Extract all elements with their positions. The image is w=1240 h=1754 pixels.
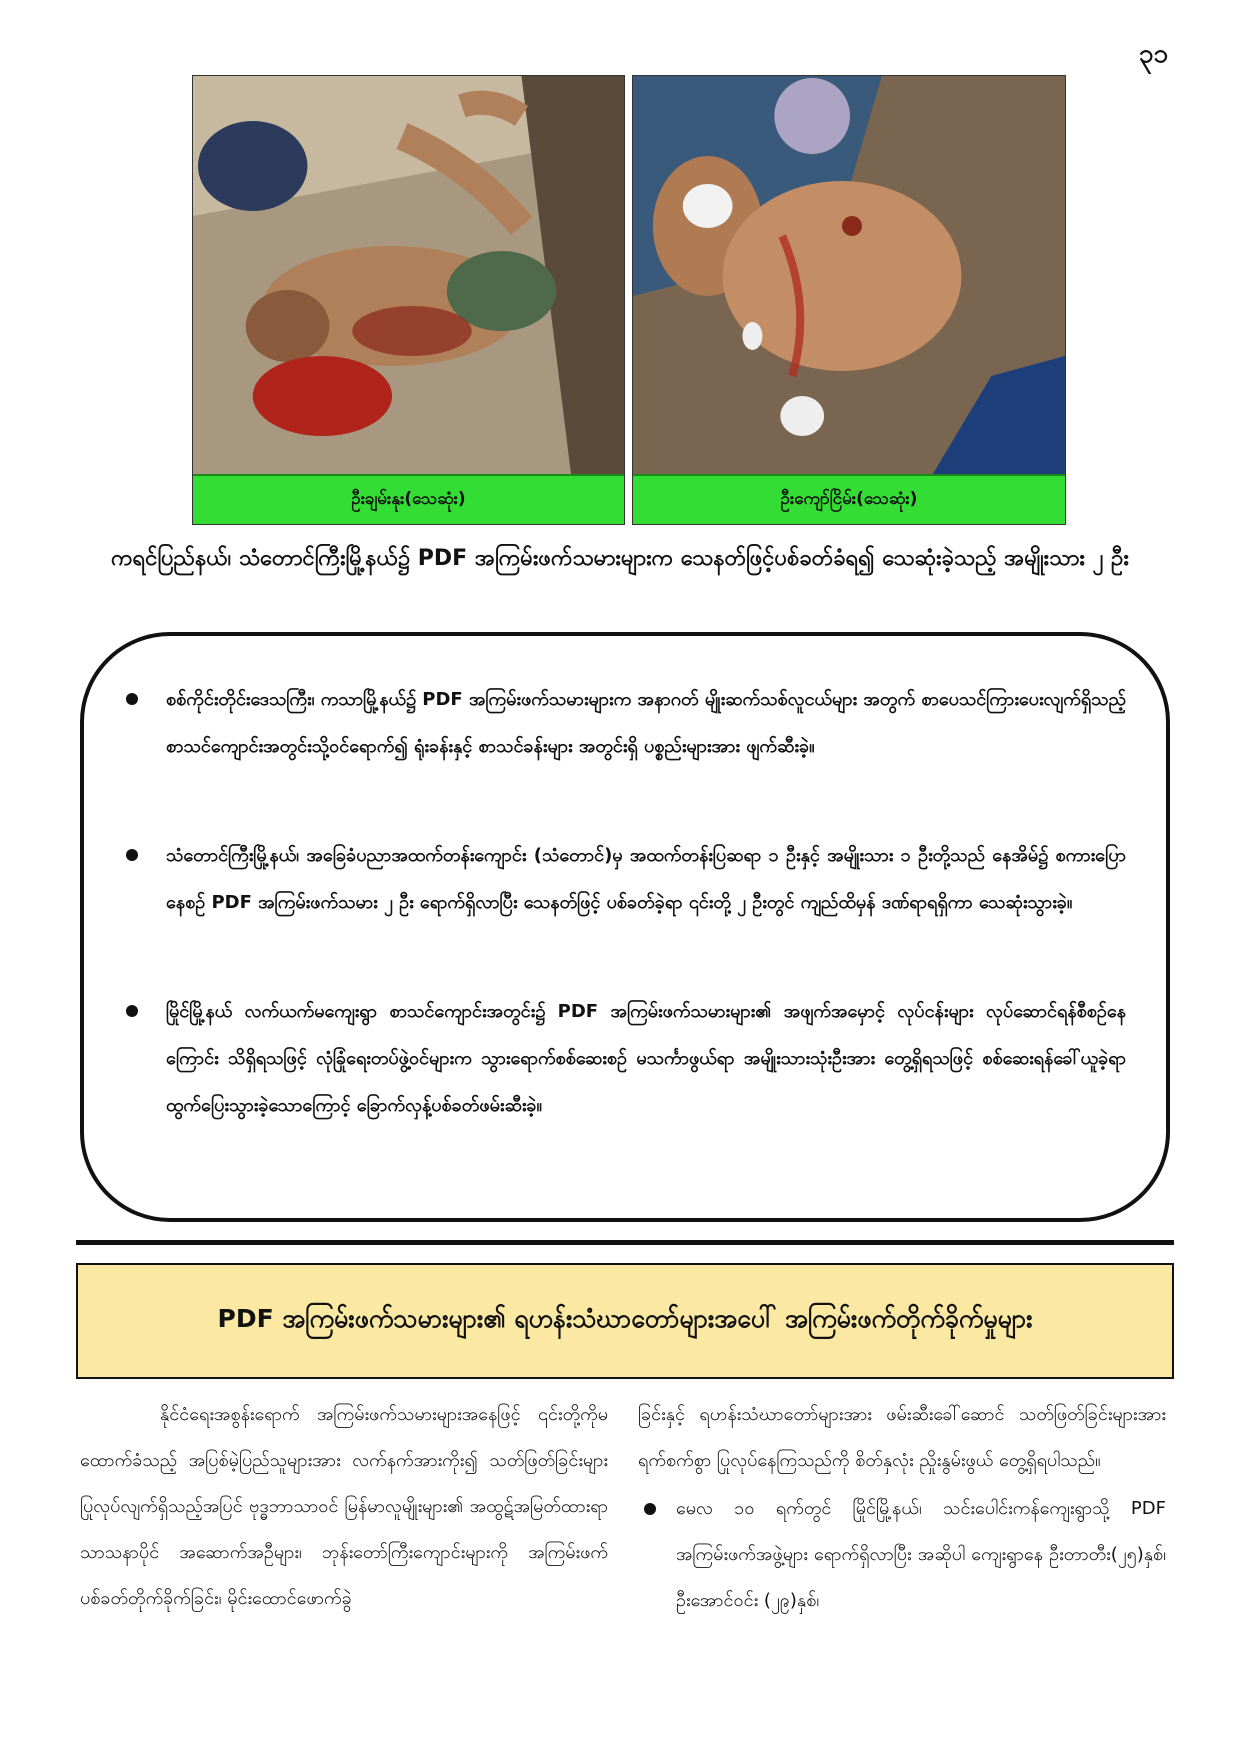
photo-caption: ဦးချမ်းနုး(သေဆုံး) xyxy=(193,474,624,524)
bullet-icon xyxy=(126,1005,138,1017)
bullet-icon xyxy=(644,1503,656,1515)
section-heading: PDF အကြမ်းဖက်သမားများ၏ ရဟန်းသံဃာတော်များအပေါ် အကြမ်းဖက်တိုက်ခိုက်မှုများ xyxy=(76,1263,1174,1379)
incident-bullet xyxy=(124,676,1126,770)
body-column-left xyxy=(80,1392,608,1622)
section-divider xyxy=(76,1240,1174,1245)
incident-bullet-text: စစ်ကိုင်းတိုင်းဒေသကြီး၊ ကသာမြို့နယ်၌ PDF အကြမ်းဖက်သမားများက အနာဂတ် မျိုးဆက်သစ်လူငယ်များ အတွက် စာပေသင်ကြားပေးလျက်ရှိသည့် စာသင်ကျောင်းအတွင်းသို့ဝင်ရောက်၍ ရုံးခန်းနှင့် စာသင်ခန်းများ အတွင်းရှိ ပစ္စည်းများအား ဖျက်ဆီးခဲ့။ xyxy=(166,689,1126,757)
body-column-right xyxy=(638,1392,1166,1624)
body-bullet xyxy=(638,1486,1166,1624)
photo-victim-1 xyxy=(192,75,625,525)
incident-bullet xyxy=(124,832,1126,926)
body-bullet-text: မေလ ၁၀ ရက်တွင် မြိုင်မြို့နယ်၊ သင်းပေါင်းကန်ကျေးရွာသို့ PDF အကြမ်းဖက်အဖွဲ့များ ရောက်ရှိလာပြီး အဆိုပါ ကျေးရွာနေ ဦးတာတီး(၂၅)နှစ်၊ ဦးအောင်ဝင်း (၂၉)နှစ်၊ xyxy=(676,1498,1166,1611)
victim-photo-image xyxy=(193,76,624,476)
incident-bullet xyxy=(124,988,1126,1129)
incident-bullet-text: သံတောင်ကြီးမြို့နယ်၊ အခြေခံပညာအထက်တန်းကျောင်း (သံတောင်)မှ အထက်တန်းပြဆရာ ၁ ဦးနှင့် အမျိုးသား ၁ ဦးတို့သည် နေအိမ်၌ စကားပြောနေစဉ် PDF အကြမ်းဖက်သမား ၂ ဦး ရောက်ရှိလာပြီး သေနတ်ဖြင့် ပစ်ခတ်ခဲ့ရာ ၎င်းတို့ ၂ ဦးတွင် ကျည်ထိမှန် ဒဏ်ရာရရှိကာ သေဆုံးသွားခဲ့။ xyxy=(166,845,1126,913)
bullet-icon xyxy=(126,693,138,705)
incident-summary-box xyxy=(80,632,1170,1222)
body-paragraph: ခြင်းနှင့် ရဟန်းသံဃာတော်များအား ဖမ်းဆီးခေါ်ဆောင် သတ်ဖြတ်ခြင်းများအား ရက်စက်စွာ ပြုလုပ်နေကြသည်ကို စိတ်နှလုံး ညှိုးနွမ်းဖွယ် တွေ့ရှိရပါသည်။ xyxy=(638,1404,1166,1471)
page-number: ၃၁ xyxy=(1138,39,1168,69)
figure-caption: ကရင်ပြည်နယ်၊ သံတောင်ကြီးမြို့နယ်၌ PDF အကြမ်းဖက်သမားများက သေနတ်ဖြင့်ပစ်ခတ်ခံရ၍ သေဆုံးခဲ့သည့် အမျိုးသား ၂ ဦး xyxy=(111,546,1129,571)
bullet-icon xyxy=(126,849,138,861)
photo-caption: ဦးကျော်ငြိမ်း(သေဆုံး) xyxy=(633,474,1065,524)
incident-bullet-text: မြိုင်မြို့နယ် လက်ယက်မကျေးရွာ စာသင်ကျောင်းအတွင်း၌ PDF အကြမ်းဖက်သမားများ၏ အဖျက်အမှောင့် လုပ်ငန်းများ လုပ်ဆောင်ရန်စီစဉ်နေကြောင်း သိရှိရသဖြင့် လုံခြုံရေးတပ်ဖွဲ့ဝင်များက သွားရောက်စစ်ဆေးစဉ် မသင်္ကာဖွယ်ရာ အမျိုးသားသုံးဦးအား တွေ့ရှိရသဖြင့် စစ်ဆေးရန်ခေါ်ယူခဲ့ရာ ထွက်ပြေးသွားခဲ့သောကြောင့် ခြောက်လှန့်ပစ်ခတ်ဖမ်းဆီးခဲ့။ xyxy=(166,1001,1126,1116)
photo-victim-2 xyxy=(632,75,1066,525)
victim-photo-image xyxy=(633,76,1065,476)
body-paragraph: နိုင်ငံရေးအစွန်းရောက် အကြမ်းဖက်သမားများအနေဖြင့် ၎င်းတို့ကိုမထောက်ခံသည့် အပြစ်မဲ့ပြည်သူများအား လက်နက်အားကိုး၍ သတ်ဖြတ်ခြင်းများ ပြုလုပ်လျက်ရှိသည့်အပြင် ဗုဒ္ဓဘာသာဝင် မြန်မာလူမျိုးများ၏ အထွဋ်အမြတ်ထားရာ သာသနာပိုင် အဆောက်အဦများ၊ ဘုန်းတော်ကြီးကျောင်းများကို အကြမ်းဖက်ပစ်ခတ်တိုက်ခိုက်ခြင်း၊ မိုင်းထောင်ဖောက်ခွဲ xyxy=(80,1404,608,1609)
